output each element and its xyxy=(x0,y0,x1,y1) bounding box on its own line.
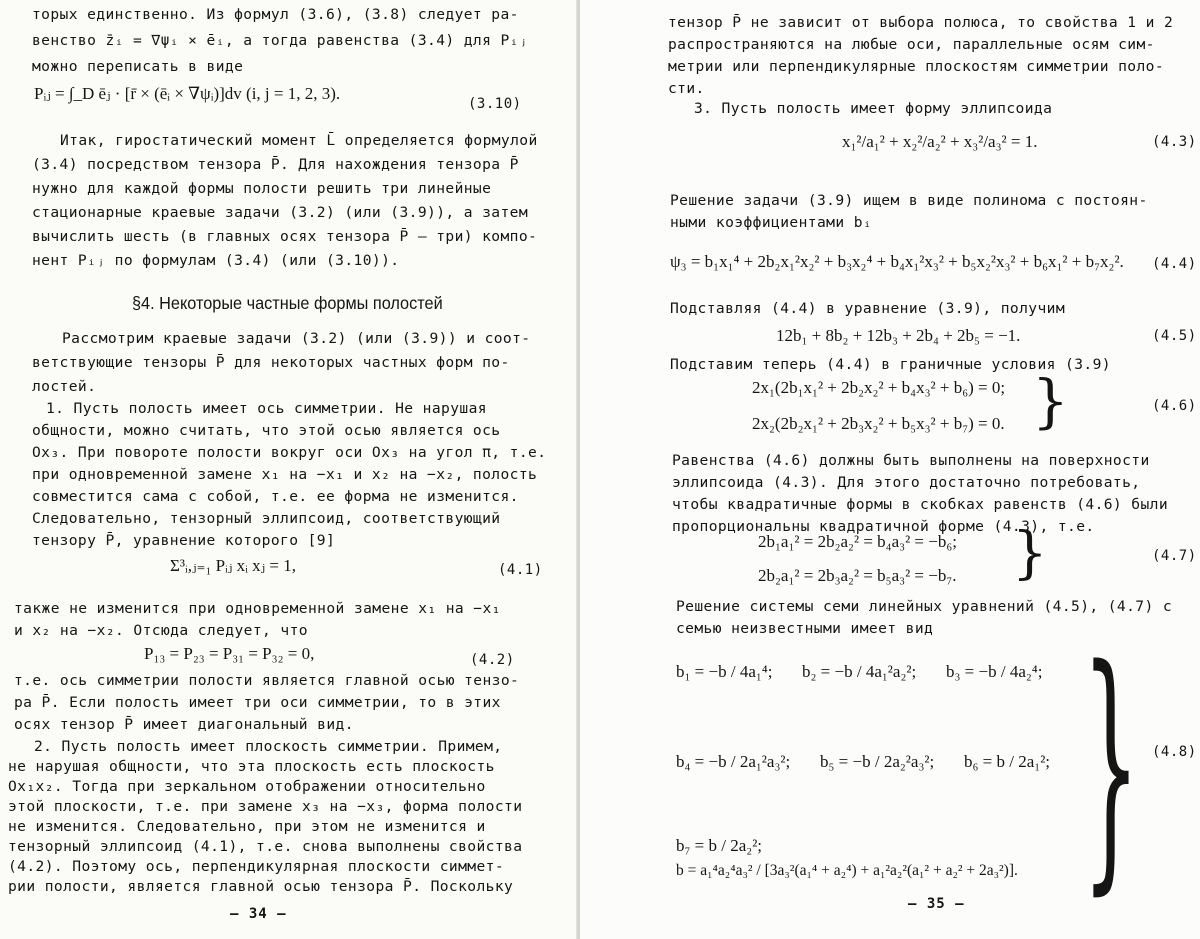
equation-4-7a: 2b₁a₁² = 2b₂a₂² = b₄a₃² = −b₆; xyxy=(758,532,957,551)
text-line: Следовательно, тензорный эллипсоид, соответствующий xyxy=(32,510,501,527)
equation-number: (4.2) xyxy=(470,652,515,668)
equation-4-6b: 2x₂(2b₂x₁² + 2b₃x₂² + b₅x₃² + b₇) = 0. xyxy=(752,414,1005,433)
equation-4-2: P₁₃ = P₂₃ = P₃₁ = P₃₂ = 0, xyxy=(144,644,315,663)
equation-4-5: 12b₁ + 8b₂ + 12b₃ + 2b₄ + 2b₅ = −1. xyxy=(776,326,1021,345)
equation-b3: b₃ = −b / 4a₂⁴; xyxy=(946,662,1043,681)
text-line: (4.2). Поэтому ось, перпендикулярная плоскости симмет- xyxy=(8,858,505,875)
page-35 xyxy=(580,0,1200,939)
text-line: распространяются на любые оси, параллельные осям сим- xyxy=(668,36,1155,53)
text-line: ными коэффициентами bᵢ xyxy=(670,214,873,231)
text-line: 2. Пусть полость имеет плоскость симметрии. Примем, xyxy=(34,738,503,755)
text-line: осях тензор P̄ имеет диагональный вид. xyxy=(14,716,354,733)
text-line: общности, можно считать, что этой осью является ось xyxy=(32,422,501,439)
equation-b-definition: b = a₁⁴a₂⁴a₃² / [3a₃²(a₁⁴ + a₂⁴) + a₁²a₂²(a₁² + a₂² + 2a₃²)]. xyxy=(676,862,1018,879)
text-line: чтобы квадратичные формы в скобках равенств (4.6) были xyxy=(672,496,1169,513)
equation-3-10: Pᵢⱼ = ∫_D ēⱼ · [r̄ × (ēᵢ × ∇ψᵢ)]dv (i, j = 1, 2, 3). xyxy=(34,84,341,103)
equation-number: (4.7) xyxy=(1152,548,1197,564)
text-line: Ox₃. При повороте полости вокруг оси Ox₃ на угол π, т.е. xyxy=(32,444,547,461)
text-line: ра P̄. Если полость имеет три оси симметрии, то в этих xyxy=(14,694,501,711)
text-line: торых единственно. Из формул (3.6), (3.8) следует ра- xyxy=(32,6,519,23)
text-line: не изменится. Следовательно, при этом не изменится и xyxy=(8,818,486,835)
text-line: нужно для каждой формы полости решить три линейные xyxy=(32,180,492,197)
text-line: рии полости, является главной осью тензора P̄. Поскольку xyxy=(8,878,514,895)
equation-b7: b₇ = b / 2a₂²; xyxy=(676,836,763,855)
text-line: Подставим теперь (4.4) в граничные условия (3.9) xyxy=(670,356,1111,373)
equation-b4: b₄ = −b / 2a₁²a₃²; xyxy=(676,752,791,771)
text-line: 3. Пусть полость имеет форму эллипсоида xyxy=(694,100,1053,117)
text-line: Рассмотрим краевые задачи (3.2) (или (3.9)) и соот- xyxy=(62,330,531,347)
text-line: тензор P̄ не зависит от выбора полюса, то свойства 1 и 2 xyxy=(668,14,1174,31)
equation-b2: b₂ = −b / 4a₁²a₂²; xyxy=(802,662,917,681)
right-brace: } xyxy=(1012,521,1048,586)
text-line: т.е. ось симметрии полости является главной осью тензо- xyxy=(14,672,520,689)
equation-number: (4.4) xyxy=(1152,256,1197,272)
text-line: тензору P̄, уравнение которого [9] xyxy=(32,532,336,549)
page-number: — 34 — xyxy=(230,906,287,922)
text-line: (3.4) посредством тензора P̄. Для нахождения тензора P̄ xyxy=(32,156,519,173)
text-line: Решение системы семи линейных уравнений (4.5), (4.7) с xyxy=(676,598,1173,615)
section-heading: §4. Некоторые частные формы полостей xyxy=(132,293,443,313)
text-line: Решение задачи (3.9) ищем в виде полинома с постоян- xyxy=(670,192,1148,209)
text-line: Ox₁x₂. Тогда при зеркальном отображении относительно xyxy=(8,778,486,795)
text-line: семью неизвестными имеет вид xyxy=(676,620,934,637)
text-line: лостей. xyxy=(32,378,97,395)
text-line: и x₂ на −x₂. Отсюда следует, что xyxy=(14,622,308,639)
text-line: стационарные краевые задачи (3.2) (или (3.9)), а затем xyxy=(32,204,529,221)
equation-4-4: ψ₃ = b₁x₁⁴ + 2b₂x₁²x₂² + b₃x₂⁴ + b₄x₁²x₃² + b₅x₂²x₃² + b₆x₁² + b₇x₂². xyxy=(670,252,1124,271)
equation-4-7b: 2b₂a₁² = 2b₃a₂² = b₅a₃² = −b₇. xyxy=(758,566,957,585)
equation-b1: b₁ = −b / 4a₁⁴; xyxy=(676,662,773,681)
text-line: Итак, гиростатический момент L̄ определяется формулой xyxy=(60,132,538,149)
equation-b6: b₆ = b / 2a₁²; xyxy=(964,752,1051,771)
text-line: Равенства (4.6) должны быть выполнены на поверхности xyxy=(672,452,1150,469)
text-line: пропорциональны квадратичной форме (4.3), т.е. xyxy=(672,518,1095,535)
text-line: этой плоскости, т.е. при замене x₃ на −x₃, форма полости xyxy=(8,798,523,815)
equation-number: (4.3) xyxy=(1152,134,1197,150)
text-line: вычислить шесть (в главных осях тензора P̄ – три) компо- xyxy=(32,228,538,245)
text-line: Подставляя (4.4) в уравнение (3.9), получим xyxy=(670,300,1066,317)
equation-number: (4.1) xyxy=(498,562,543,578)
page-34 xyxy=(0,0,578,939)
text-line: не нарушая общности, что эта плоскость есть плоскость xyxy=(8,758,495,775)
text-line: нент Pᵢⱼ по формулам (3.4) (или (3.10)). xyxy=(32,252,400,269)
text-line: можно переписать в виде xyxy=(32,58,244,75)
equation-4-3: x₁²/a₁² + x₂²/a₂² + x₃²/a₃² = 1. xyxy=(842,132,1038,151)
text-line: венство z̄ᵢ = ∇ψᵢ × ēᵢ, а тогда равенства (3.4) для Pᵢⱼ xyxy=(32,32,529,49)
equation-b5: b₅ = −b / 2a₂²a₃²; xyxy=(820,752,935,771)
equation-number: (4.6) xyxy=(1152,398,1197,414)
equation-4-6a: 2x₁(2b₁x₁² + 2b₂x₂² + b₄x₃² + b₆) = 0; xyxy=(752,378,1006,397)
right-brace: } xyxy=(1082,615,1140,917)
equation-number: (4.5) xyxy=(1152,328,1197,344)
text-line: метрии или перпендикулярные плоскостям симметрии поло- xyxy=(668,58,1165,75)
equation-number: (4.8) xyxy=(1152,744,1197,760)
text-line: тензорный эллипсоид (4.1), т.е. снова выполнены свойства xyxy=(8,838,523,855)
text-line: также не изменится при одновременной замене x₁ на −x₁ xyxy=(14,600,501,617)
text-line: 1. Пусть полость имеет ось симметрии. Не нарушая xyxy=(46,400,487,417)
text-line: ветствующие тензоры P̄ для некоторых частных форм по- xyxy=(32,354,510,371)
text-line: сти. xyxy=(668,80,705,97)
text-line: при одновременной замене x₁ на −x₁ и x₂ на −x₂, полость xyxy=(32,466,538,483)
page-number: — 35 — xyxy=(908,896,965,912)
text-line: совместится сама с собой, т.е. ее форма не изменится. xyxy=(32,488,519,505)
equation-4-1: Σ³ᵢ,ⱼ₌₁ Pᵢⱼ xᵢ xⱼ = 1, xyxy=(170,556,296,575)
right-brace: } xyxy=(1032,367,1069,435)
text-line: эллипсоида (4.3). Для этого достаточно потребовать, xyxy=(672,474,1141,491)
equation-number: (3.10) xyxy=(468,96,522,112)
